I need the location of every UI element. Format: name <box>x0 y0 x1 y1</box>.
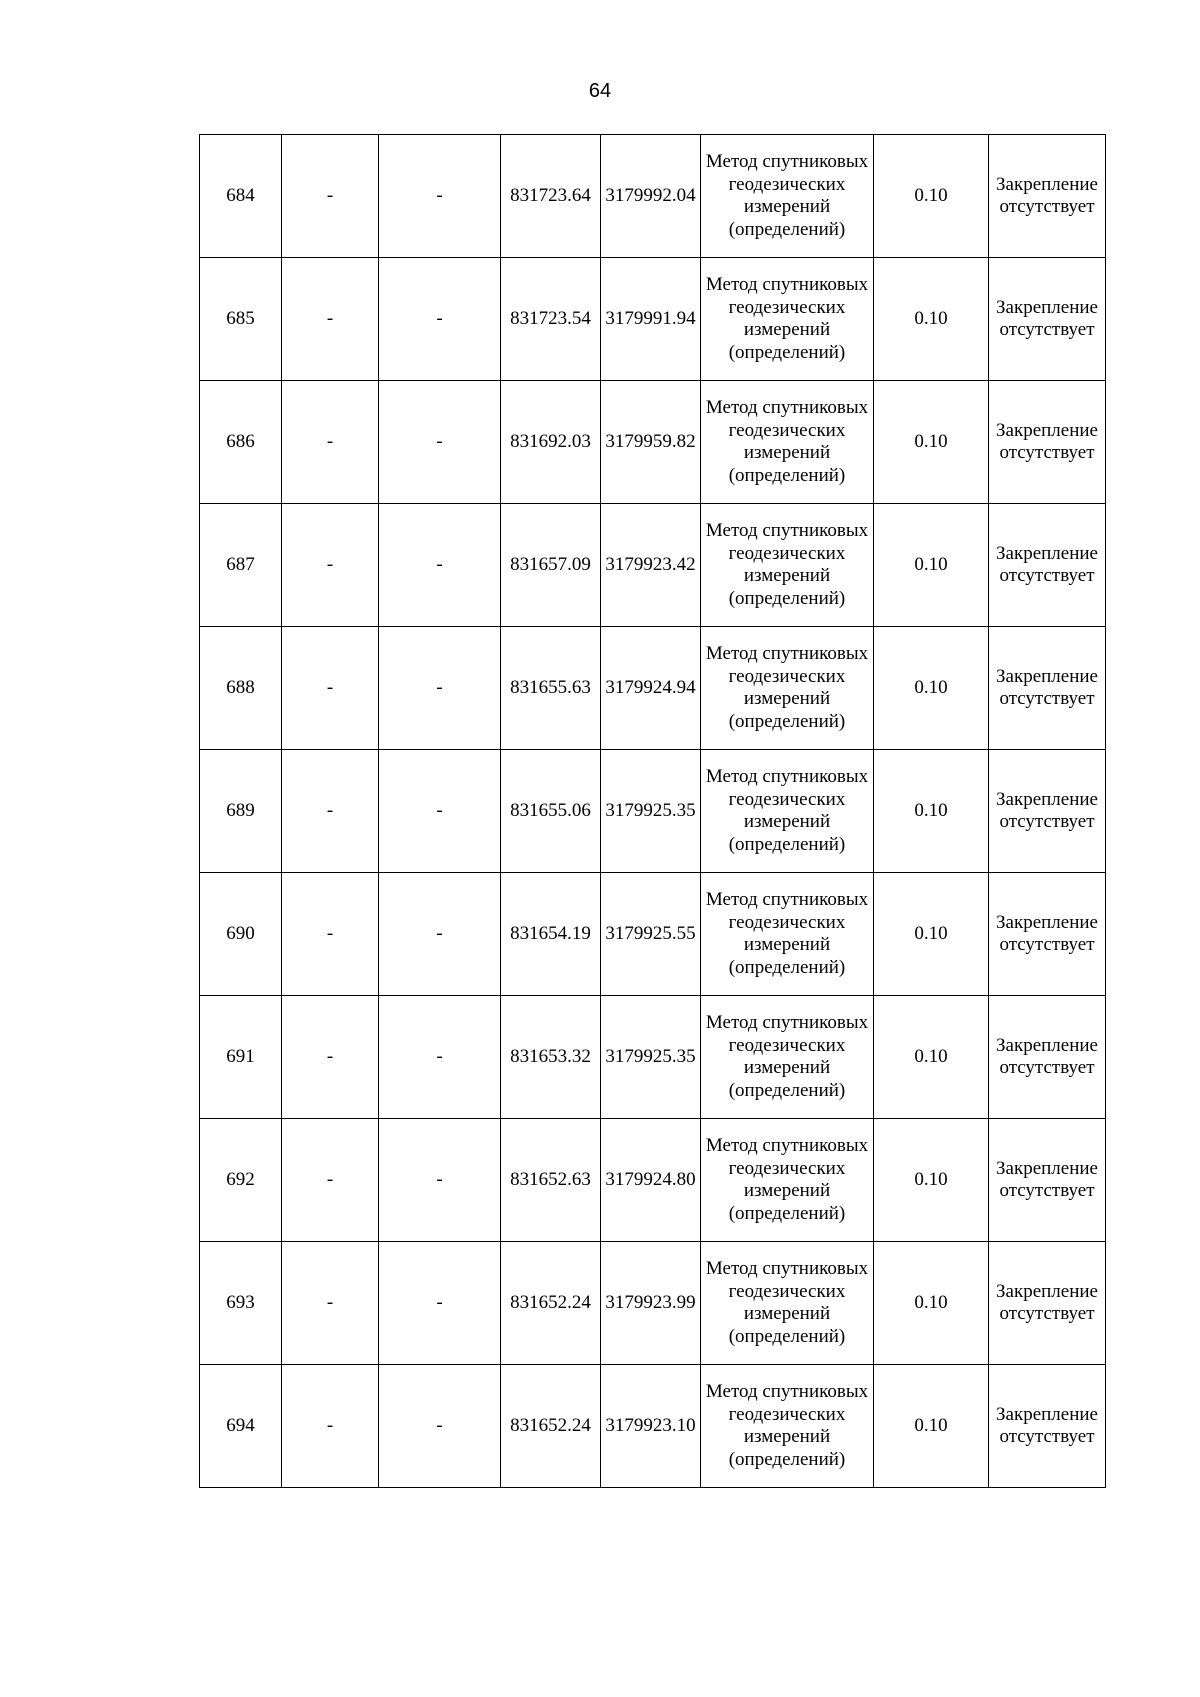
y-coordinate-cell: 3179923.42 <box>601 504 701 627</box>
y-coordinate-cell: 3179923.99 <box>601 1242 701 1365</box>
y-coordinate-cell: 3179959.82 <box>601 381 701 504</box>
table-row <box>200 1365 1106 1488</box>
table-row <box>200 258 1106 381</box>
x-coordinate-cell: 831652.63 <box>501 1119 601 1242</box>
precision-cell: 0.10 <box>874 750 989 873</box>
coordinates-table <box>199 134 1106 1488</box>
x-old-cell: - <box>282 627 379 750</box>
precision-cell: 0.10 <box>874 1242 989 1365</box>
y-coordinate-cell: 3179991.94 <box>601 258 701 381</box>
precision-cell: 0.10 <box>874 258 989 381</box>
y-coordinate-cell: 3179923.10 <box>601 1365 701 1488</box>
x-coordinate-cell: 831652.24 <box>501 1242 601 1365</box>
x-coordinate-cell: 831723.54 <box>501 258 601 381</box>
fixing-cell: Закрепление отсутствует <box>989 258 1106 381</box>
x-old-cell: - <box>282 504 379 627</box>
coordinates-table-body <box>200 135 1106 1488</box>
precision-cell: 0.10 <box>874 504 989 627</box>
y-old-cell: - <box>379 135 501 258</box>
x-coordinate-cell: 831655.06 <box>501 750 601 873</box>
method-cell: Метод спутниковых геодезических измерений (определений) <box>701 1242 874 1365</box>
method-cell: Метод спутниковых геодезических измерений (определений) <box>701 135 874 258</box>
x-coordinate-cell: 831654.19 <box>501 873 601 996</box>
precision-cell: 0.10 <box>874 135 989 258</box>
precision-cell: 0.10 <box>874 1119 989 1242</box>
point-number-cell: 692 <box>200 1119 282 1242</box>
table-row <box>200 627 1106 750</box>
x-coordinate-cell: 831723.64 <box>501 135 601 258</box>
table-row <box>200 750 1106 873</box>
fixing-cell: Закрепление отсутствует <box>989 135 1106 258</box>
x-old-cell: - <box>282 258 379 381</box>
method-cell: Метод спутниковых геодезических измерений (определений) <box>701 627 874 750</box>
fixing-cell: Закрепление отсутствует <box>989 1242 1106 1365</box>
y-old-cell: - <box>379 381 501 504</box>
method-cell: Метод спутниковых геодезических измерений (определений) <box>701 258 874 381</box>
x-coordinate-cell: 831692.03 <box>501 381 601 504</box>
x-old-cell: - <box>282 381 379 504</box>
y-old-cell: - <box>379 873 501 996</box>
fixing-cell: Закрепление отсутствует <box>989 627 1106 750</box>
point-number-cell: 688 <box>200 627 282 750</box>
point-number-cell: 684 <box>200 135 282 258</box>
y-coordinate-cell: 3179925.35 <box>601 750 701 873</box>
method-cell: Метод спутниковых геодезических измерений (определений) <box>701 504 874 627</box>
method-cell: Метод спутниковых геодезических измерений (определений) <box>701 873 874 996</box>
y-coordinate-cell: 3179925.35 <box>601 996 701 1119</box>
method-cell: Метод спутниковых геодезических измерений (определений) <box>701 996 874 1119</box>
y-coordinate-cell: 3179924.80 <box>601 1119 701 1242</box>
point-number-cell: 689 <box>200 750 282 873</box>
table-row <box>200 135 1106 258</box>
fixing-cell: Закрепление отсутствует <box>989 381 1106 504</box>
x-coordinate-cell: 831652.24 <box>501 1365 601 1488</box>
precision-cell: 0.10 <box>874 873 989 996</box>
y-old-cell: - <box>379 1365 501 1488</box>
method-cell: Метод спутниковых геодезических измерений (определений) <box>701 1119 874 1242</box>
point-number-cell: 694 <box>200 1365 282 1488</box>
y-old-cell: - <box>379 1119 501 1242</box>
method-cell: Метод спутниковых геодезических измерений (определений) <box>701 1365 874 1488</box>
table-row <box>200 873 1106 996</box>
y-coordinate-cell: 3179992.04 <box>601 135 701 258</box>
point-number-cell: 690 <box>200 873 282 996</box>
page-number: 64 <box>588 80 612 102</box>
method-cell: Метод спутниковых геодезических измерений (определений) <box>701 381 874 504</box>
x-coordinate-cell: 831657.09 <box>501 504 601 627</box>
x-old-cell: - <box>282 1242 379 1365</box>
x-old-cell: - <box>282 996 379 1119</box>
fixing-cell: Закрепление отсутствует <box>989 873 1106 996</box>
x-coordinate-cell: 831655.63 <box>501 627 601 750</box>
point-number-cell: 691 <box>200 996 282 1119</box>
precision-cell: 0.10 <box>874 381 989 504</box>
point-number-cell: 685 <box>200 258 282 381</box>
y-old-cell: - <box>379 258 501 381</box>
x-old-cell: - <box>282 873 379 996</box>
table-row <box>200 381 1106 504</box>
point-number-cell: 686 <box>200 381 282 504</box>
y-old-cell: - <box>379 750 501 873</box>
fixing-cell: Закрепление отсутствует <box>989 750 1106 873</box>
y-coordinate-cell: 3179925.55 <box>601 873 701 996</box>
fixing-cell: Закрепление отсутствует <box>989 1119 1106 1242</box>
x-old-cell: - <box>282 1365 379 1488</box>
precision-cell: 0.10 <box>874 1365 989 1488</box>
fixing-cell: Закрепление отсутствует <box>989 996 1106 1119</box>
fixing-cell: Закрепление отсутствует <box>989 504 1106 627</box>
precision-cell: 0.10 <box>874 996 989 1119</box>
table-row <box>200 996 1106 1119</box>
y-old-cell: - <box>379 996 501 1119</box>
fixing-cell: Закрепление отсутствует <box>989 1365 1106 1488</box>
x-old-cell: - <box>282 1119 379 1242</box>
x-coordinate-cell: 831653.32 <box>501 996 601 1119</box>
table-row <box>200 504 1106 627</box>
y-old-cell: - <box>379 1242 501 1365</box>
x-old-cell: - <box>282 750 379 873</box>
table-row <box>200 1242 1106 1365</box>
method-cell: Метод спутниковых геодезических измерений (определений) <box>701 750 874 873</box>
y-coordinate-cell: 3179924.94 <box>601 627 701 750</box>
x-old-cell: - <box>282 135 379 258</box>
table-row <box>200 1119 1106 1242</box>
y-old-cell: - <box>379 504 501 627</box>
y-old-cell: - <box>379 627 501 750</box>
precision-cell: 0.10 <box>874 627 989 750</box>
point-number-cell: 693 <box>200 1242 282 1365</box>
point-number-cell: 687 <box>200 504 282 627</box>
